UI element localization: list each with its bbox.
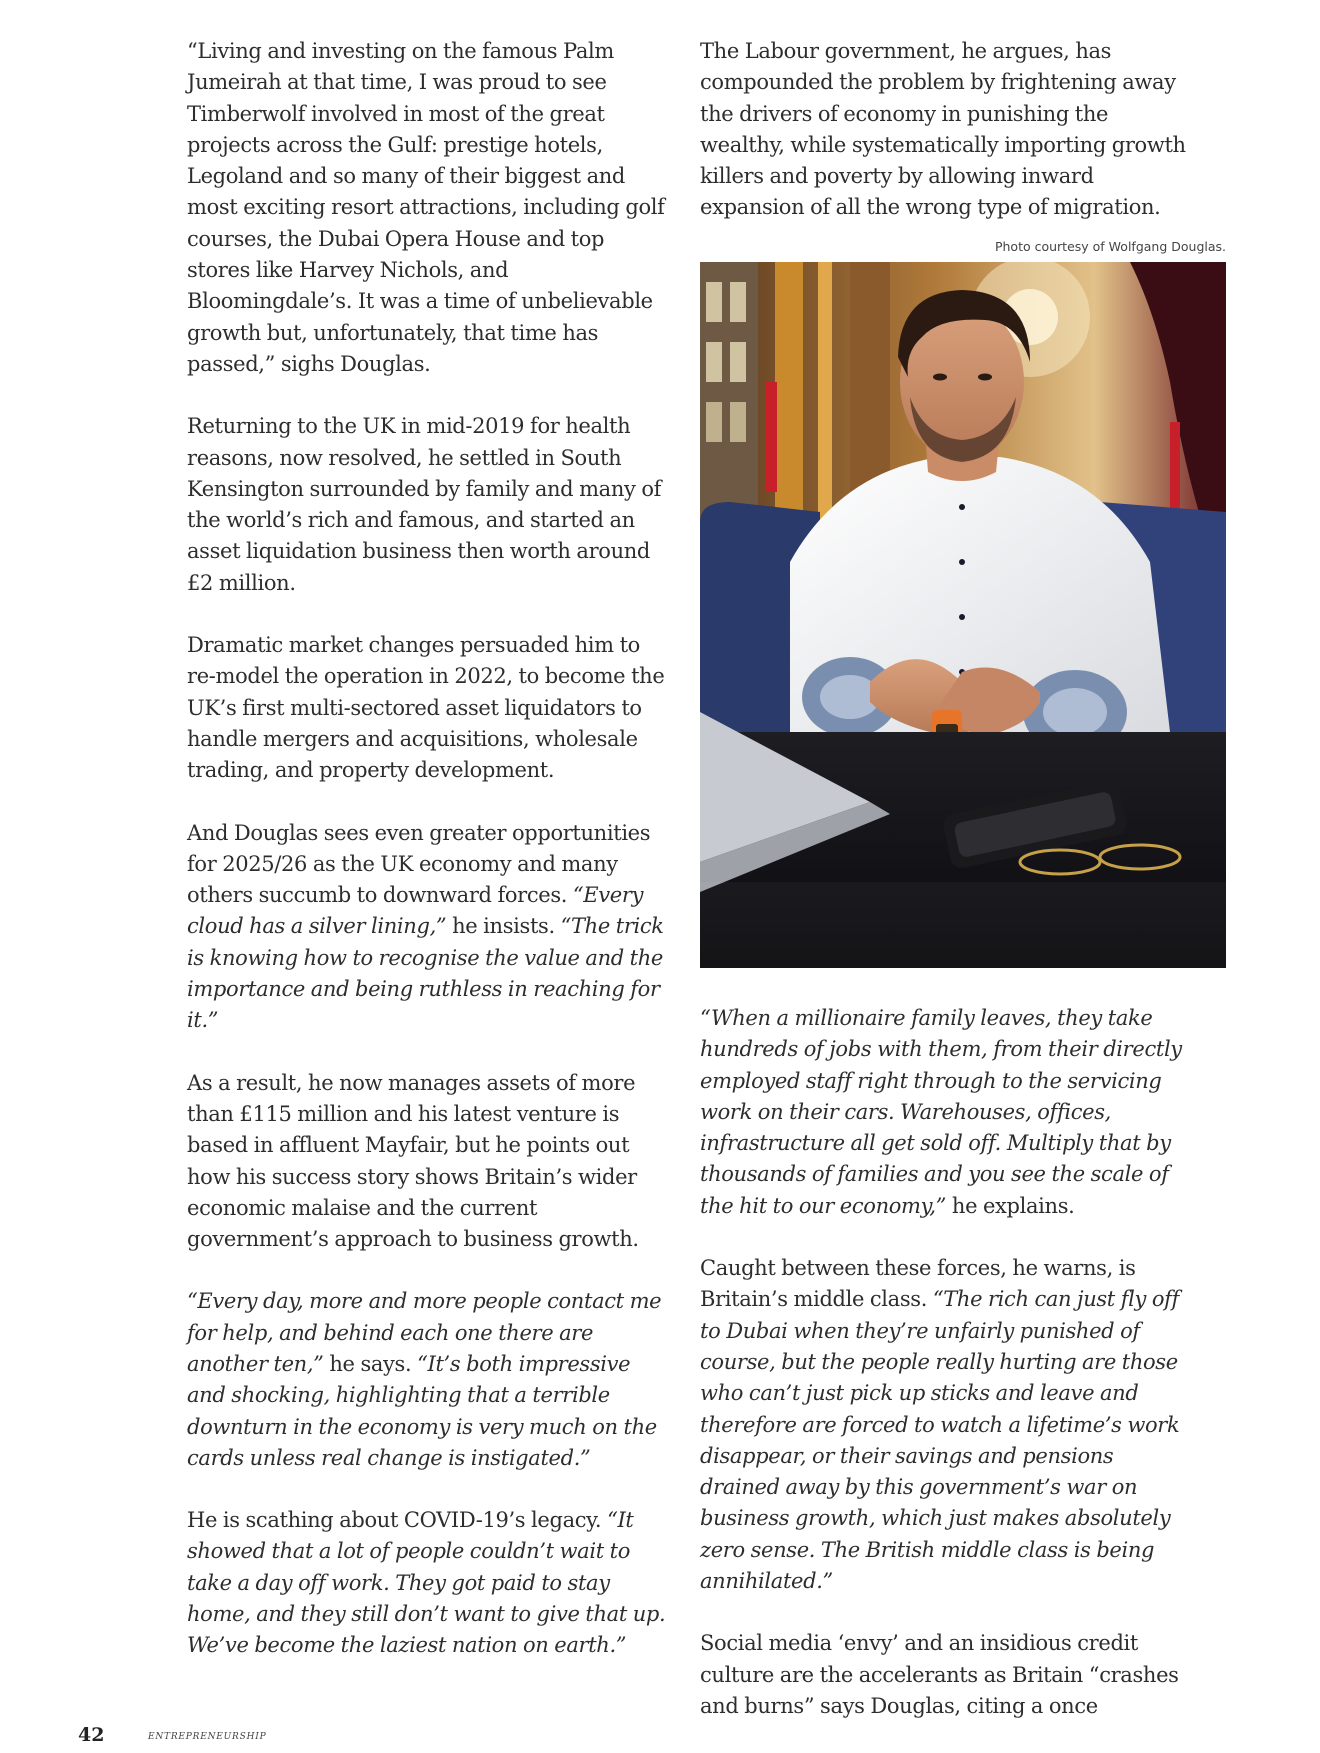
- quote-text: “Every cloud has a silver lining,”: [187, 883, 644, 939]
- article-column-right-top: [700, 36, 1190, 255]
- paragraph: Dramatic market changes persuaded him to re-model the operation in 2022, to become the UK’s first multi-sectored asset liquidators to handle mergers and acquisitions, wholesale trading, and property development.: [187, 633, 665, 783]
- quote-text: “The trick is knowing how to recognise the value and the importance and being ruthless in reaching for it.”: [187, 914, 664, 1033]
- quote-text: “It showed that a lot of people couldn’t wait to take a day off work. They got paid to stay home, and they still don’t want to give that up. We’ve become the laziest nation on earth.”: [187, 1508, 666, 1658]
- quote-text: “When a millionaire family leaves, they take hundreds of jobs with them, from their directly employed staff right through to the servicing work on their cars. Warehouses, offices, infrastructure all get sold off. Multiply that by thousands of families and you see the scale of the hit to our economy,”: [700, 1006, 1182, 1218]
- paragraph-text: And Douglas sees even greater opportunities for 2025/26 as the UK economy and many others succumb to downward forces.: [187, 820, 651, 908]
- article-column-right-bottom: [700, 1003, 1190, 1753]
- paragraph: Social media ‘envy’ and an insidious credit culture are the accelerants as Britain “crashes and burns” says Douglas, citing a once: [700, 1631, 1179, 1718]
- paragraph: [187, 818, 667, 1037]
- paragraph: The Labour government, he argues, has compounded the problem by frightening away the drivers of economy in punishing the wealthy, while systematically importing growth killers and poverty by allowing inward expansion of all the wrong type of migration.: [700, 39, 1186, 220]
- page-number: 42: [78, 1724, 105, 1746]
- paragraph: Returning to the UK in mid-2019 for health reasons, now resolved, he settled in South Kensington surrounded by family and many of the world’s rich and famous, and started an asset liquidation business then worth around £2 million.: [187, 414, 662, 595]
- quote-text: “It’s both impressive and shocking, highlighting that a terrible downturn in the economy is very much on the cards unless real change is instigated.”: [187, 1351, 657, 1470]
- paragraph: As a result, he now manages assets of more than £115 million and his latest venture is based in affluent Mayfair, but he points out how his success story shows Britain’s wider economic malaise and the current government’s approach to business growth.: [187, 1070, 639, 1252]
- photo-credit: Photo courtesy of Wolfgang Douglas.: [994, 239, 1226, 254]
- quote-text: “The rich can just fly off to Dubai when they’re unfairly punished of course, but the people really hurting are those who can’t just pick up sticks and leave and therefore are forced to watch a lifetime’s work disappear, or their savings and pensions drained away by this government’s war on business growth, which just makes absolutely zero sense. The British middle class is being annihilated.”: [700, 1287, 1180, 1594]
- paragraph: “Living and investing on the famous Palm Jumeirah at that time, I was proud to see Timberwolf involved in most of the great projects across the Gulf: prestige hotels, Legoland and so many of their biggest and most exciting resort attractions, including golf courses, the Dubai Opera House and top stores like Harvey Nichols, and Bloomingdale’s. It was a time of unbelievable growth but, unfortunately, that time has passed,” sighs Douglas.: [187, 39, 665, 376]
- paragraph: [187, 1286, 667, 1474]
- paragraph-text: he says.: [323, 1351, 418, 1376]
- paragraph-text: He is scathing about COVID-19’s legacy.: [187, 1508, 608, 1533]
- portrait-photo: [700, 262, 1226, 968]
- paragraph: [700, 1003, 1190, 1222]
- paragraph: [700, 1253, 1190, 1597]
- quote-text: “Every day, more and more people contact me for help, and behind each one there are another ten,”: [187, 1289, 662, 1376]
- section-label: ENTREPRENEURSHIP: [148, 1732, 267, 1742]
- paragraph-text: he insists.: [446, 914, 561, 939]
- paragraph: [187, 1505, 667, 1661]
- portrait-illustration: [700, 262, 1226, 968]
- paragraph-text: Caught between these forces, he warns, is Britain’s middle class.: [700, 1256, 1136, 1312]
- paragraph-text: he explains.: [946, 1193, 1075, 1218]
- article-column-left: [187, 36, 667, 1693]
